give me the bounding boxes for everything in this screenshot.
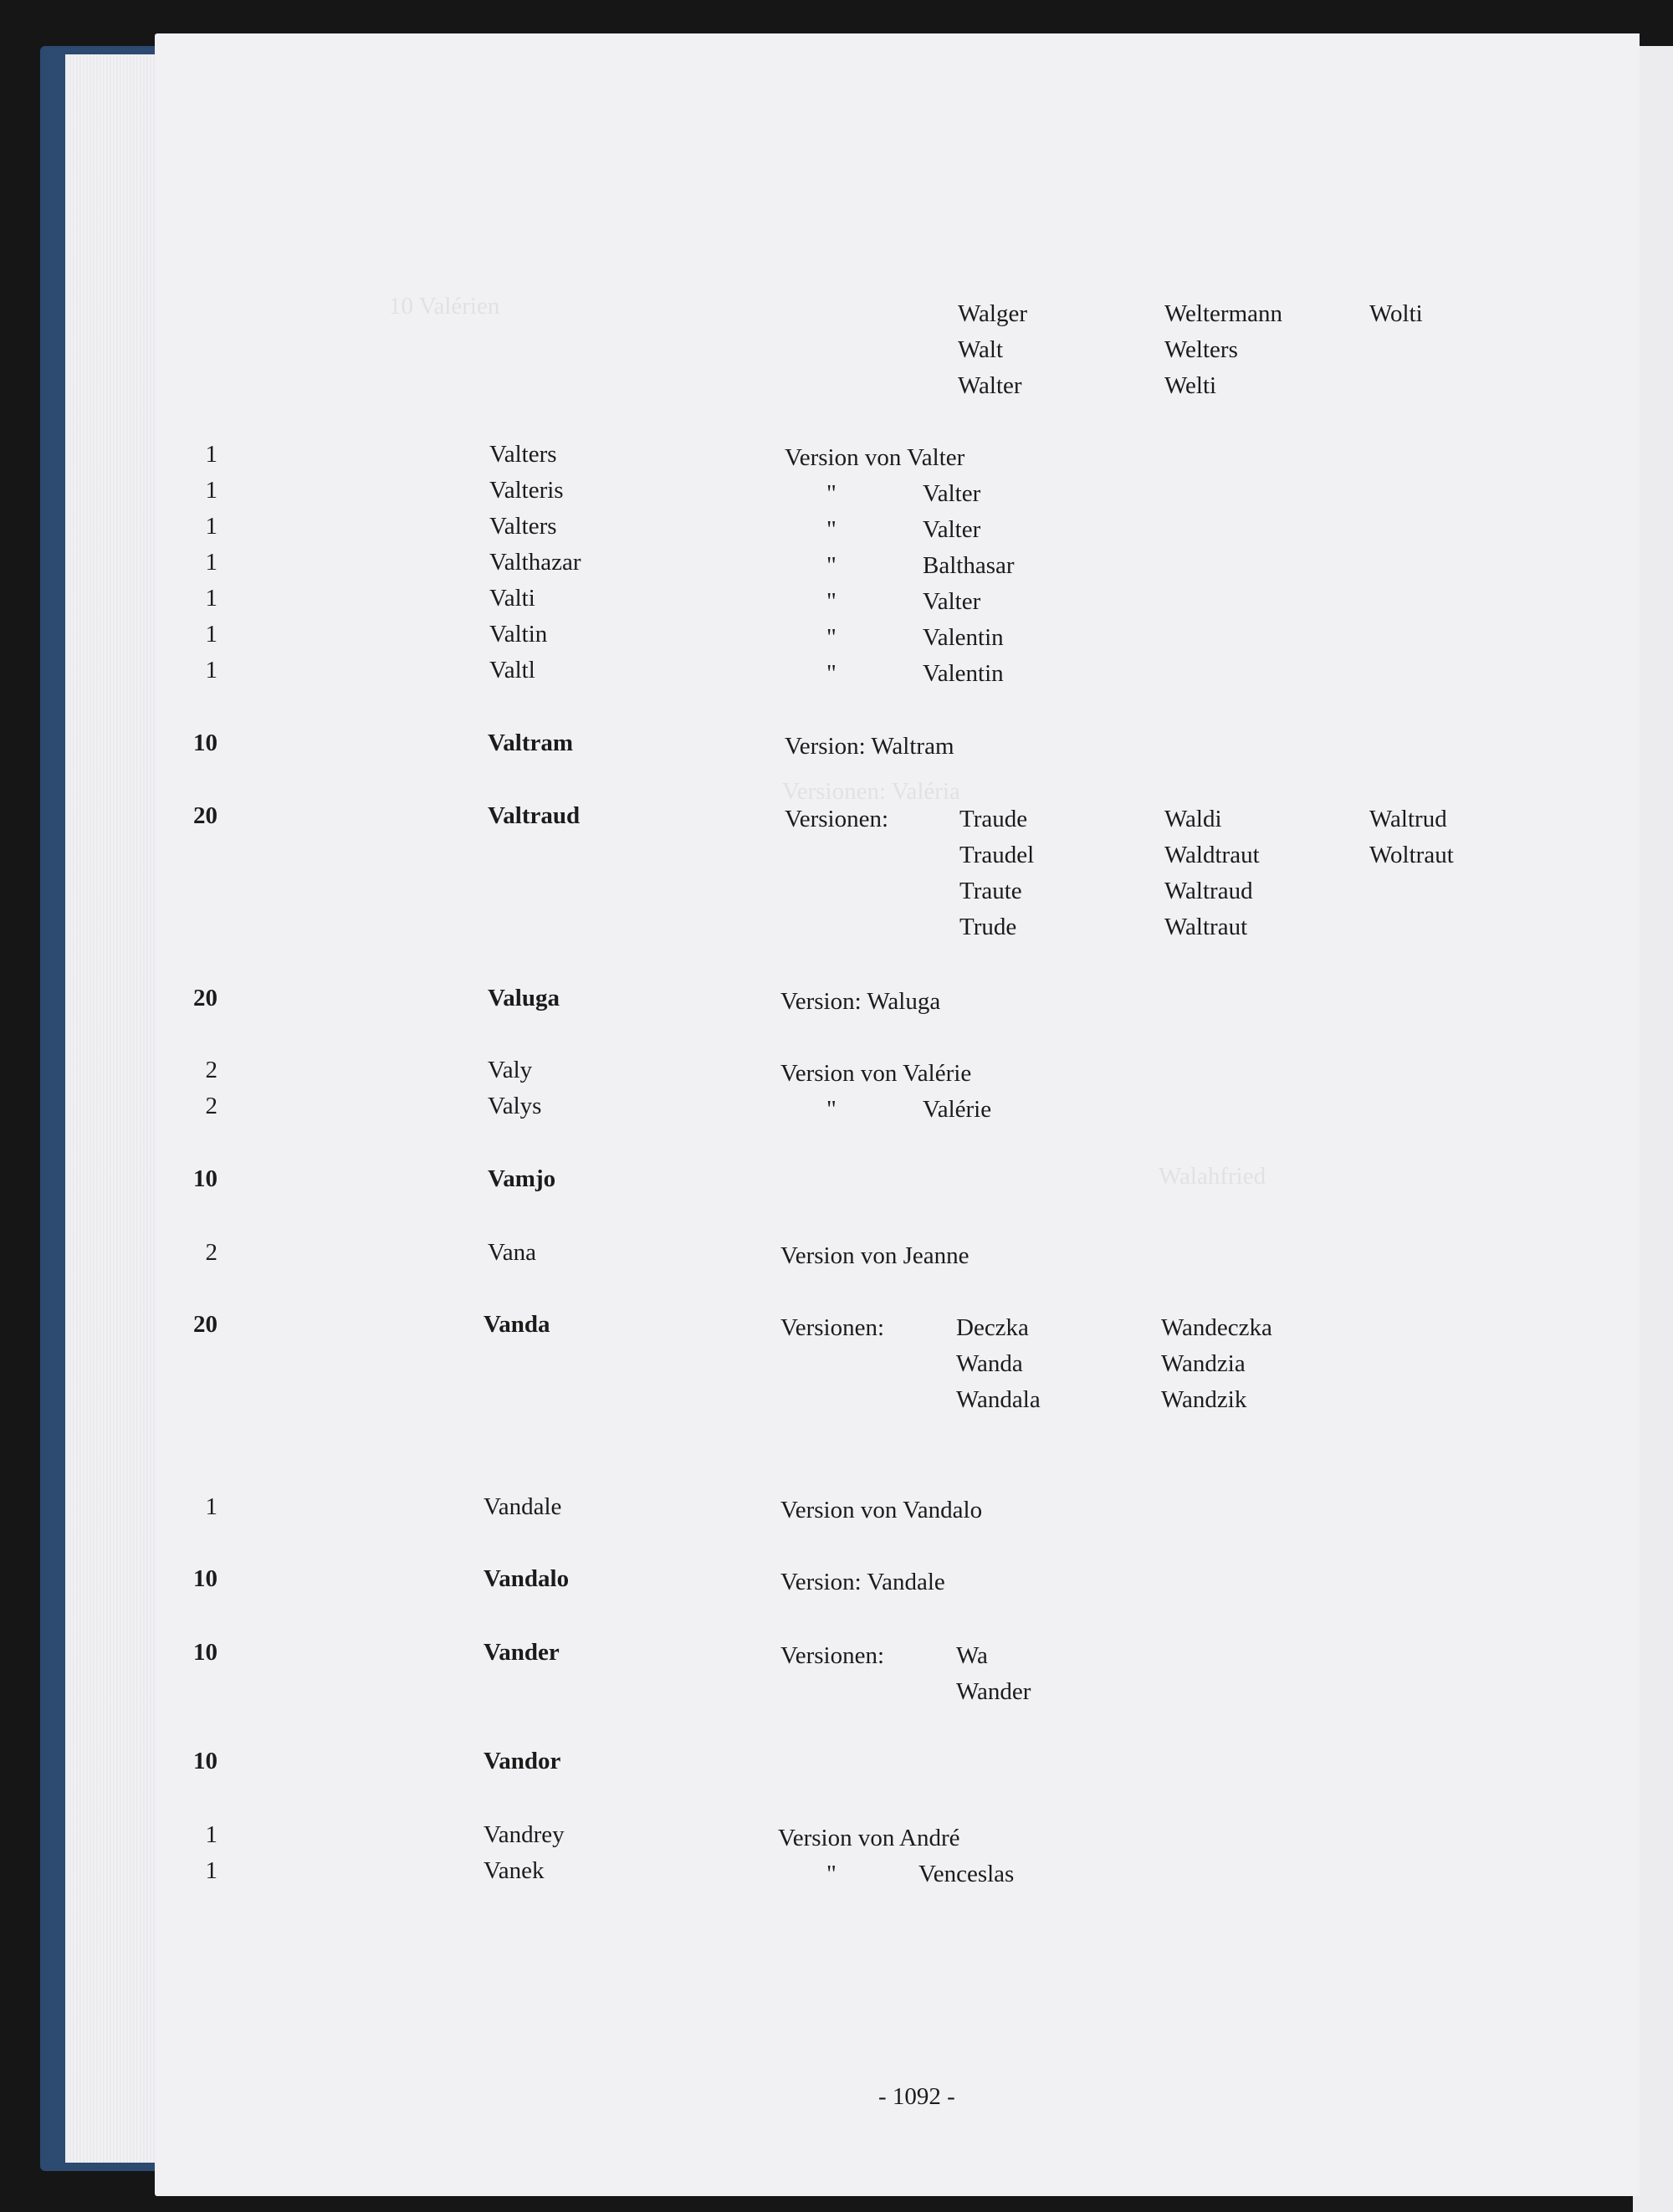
variant: Traute <box>959 878 1022 904</box>
variant: Wandzik <box>1161 1386 1247 1413</box>
entry-note: Valérie <box>923 1096 992 1123</box>
top-variant: Walt <box>958 336 1004 363</box>
variant: Traude <box>959 806 1028 832</box>
entry-count: 1 <box>205 477 217 504</box>
page-number: - 1092 - <box>878 2083 955 2110</box>
variant: Wandala <box>956 1386 1041 1413</box>
entry-count: 1 <box>205 441 217 468</box>
entry-count: 1 <box>205 549 217 576</box>
entry-name: Valti <box>489 585 535 612</box>
entry-note: Balthasar <box>923 552 1015 579</box>
variant: Waldi <box>1164 806 1222 832</box>
entry-name: Valtram <box>488 730 574 756</box>
top-variant: Weltermann <box>1164 300 1282 327</box>
ditto-mark: " <box>826 480 836 507</box>
entry-note: Valter <box>923 480 981 507</box>
entry-note: Versionen: <box>780 1642 885 1669</box>
variant: Waltraut <box>1164 914 1248 940</box>
entry-note: Version von Valter <box>785 444 965 471</box>
entry-note: Version: Vandale <box>780 1569 945 1595</box>
entry-note: Valter <box>923 516 981 543</box>
variant: Woltraut <box>1369 842 1454 868</box>
variant: Waldtraut <box>1164 842 1260 868</box>
entry-name: Valthazar <box>489 549 581 576</box>
entry-note: Valentin <box>923 624 1004 651</box>
entry-name: Valteris <box>489 477 564 504</box>
entry-name: Vamjo <box>488 1165 556 1192</box>
entry-count: 1 <box>205 1821 217 1848</box>
entry-count: 10 <box>193 1565 217 1592</box>
entry-note: Versionen: <box>780 1314 885 1341</box>
entry-count: 2 <box>205 1057 217 1083</box>
entry-name: Vander <box>483 1639 560 1666</box>
entry-count: 20 <box>193 985 217 1011</box>
entry-name: Valtin <box>489 621 548 648</box>
variant: Waltraud <box>1164 878 1253 904</box>
bleed-through-text: 10 Valérien <box>389 293 500 320</box>
variant: Trude <box>959 914 1017 940</box>
entry-name: Vanek <box>483 1857 545 1884</box>
ditto-mark: " <box>826 552 836 579</box>
bleed-through-text: Versionen: Valéria <box>782 778 960 805</box>
ditto-mark: " <box>826 1861 836 1887</box>
entry-note: Valter <box>923 588 981 615</box>
top-variant: Welters <box>1164 336 1238 363</box>
entry-count: 2 <box>205 1239 217 1266</box>
ditto-mark: " <box>826 624 836 651</box>
entry-note: Version: Waluga <box>780 988 941 1015</box>
entry-name: Valters <box>489 513 557 540</box>
variant: Wander <box>956 1678 1031 1705</box>
entry-name: Vandale <box>483 1493 562 1520</box>
top-variant: Welti <box>1164 372 1217 399</box>
entry-count: 1 <box>205 1493 217 1520</box>
entry-name: Vandor <box>483 1748 561 1774</box>
ditto-mark: " <box>826 516 836 543</box>
variant: Wa <box>956 1642 988 1669</box>
entry-count: 1 <box>205 657 217 684</box>
entry-name: Vana <box>488 1239 536 1266</box>
entry-count: 1 <box>205 513 217 540</box>
entry-name: Valtraud <box>488 802 581 829</box>
top-variant: Walger <box>958 300 1028 327</box>
entry-note: Version von Vandalo <box>780 1497 983 1523</box>
entry-name: Valy <box>488 1057 533 1083</box>
entry-count: 2 <box>205 1093 217 1119</box>
variant: Wanda <box>956 1350 1023 1377</box>
entry-count: 10 <box>193 1748 217 1774</box>
variant: Wandzia <box>1161 1350 1246 1377</box>
entry-name: Vandalo <box>483 1565 570 1592</box>
entry-name: Valys <box>488 1093 542 1119</box>
entry-note: Versionen: <box>785 806 889 832</box>
entry-count: 1 <box>205 1857 217 1884</box>
ditto-mark: " <box>826 660 836 687</box>
entry-count: 1 <box>205 621 217 648</box>
entry-count: 10 <box>193 730 217 756</box>
bleed-through-text: Walahfried <box>1159 1163 1266 1190</box>
entry-name: Vanda <box>483 1311 550 1338</box>
ditto-mark: " <box>826 588 836 615</box>
entry-count: 10 <box>193 1639 217 1666</box>
entry-count: 10 <box>193 1165 217 1192</box>
variant: Deczka <box>956 1314 1029 1341</box>
entry-name: Valters <box>489 441 557 468</box>
entry-name: Vandrey <box>483 1821 565 1848</box>
variant: Waltrud <box>1369 806 1447 832</box>
entry-count: 20 <box>193 1311 217 1338</box>
entry-note: Version von Jeanne <box>780 1242 970 1269</box>
ditto-mark: " <box>826 1096 836 1123</box>
entry-count: 1 <box>205 585 217 612</box>
top-variant: Walter <box>958 372 1022 399</box>
entry-note: Version von Valérie <box>780 1060 972 1087</box>
book-page <box>155 33 1640 2196</box>
top-variant: Wolti <box>1369 300 1423 327</box>
entry-note: Version von André <box>778 1825 960 1851</box>
entry-name: Valuga <box>488 985 560 1011</box>
entry-note: Venceslas <box>918 1861 1015 1887</box>
variant: Traudel <box>959 842 1035 868</box>
entry-note: Version: Waltram <box>785 733 954 760</box>
entry-note: Valentin <box>923 660 1004 687</box>
variant: Wandeczka <box>1161 1314 1272 1341</box>
entry-name: Valtl <box>489 657 535 684</box>
entry-count: 20 <box>193 802 217 829</box>
